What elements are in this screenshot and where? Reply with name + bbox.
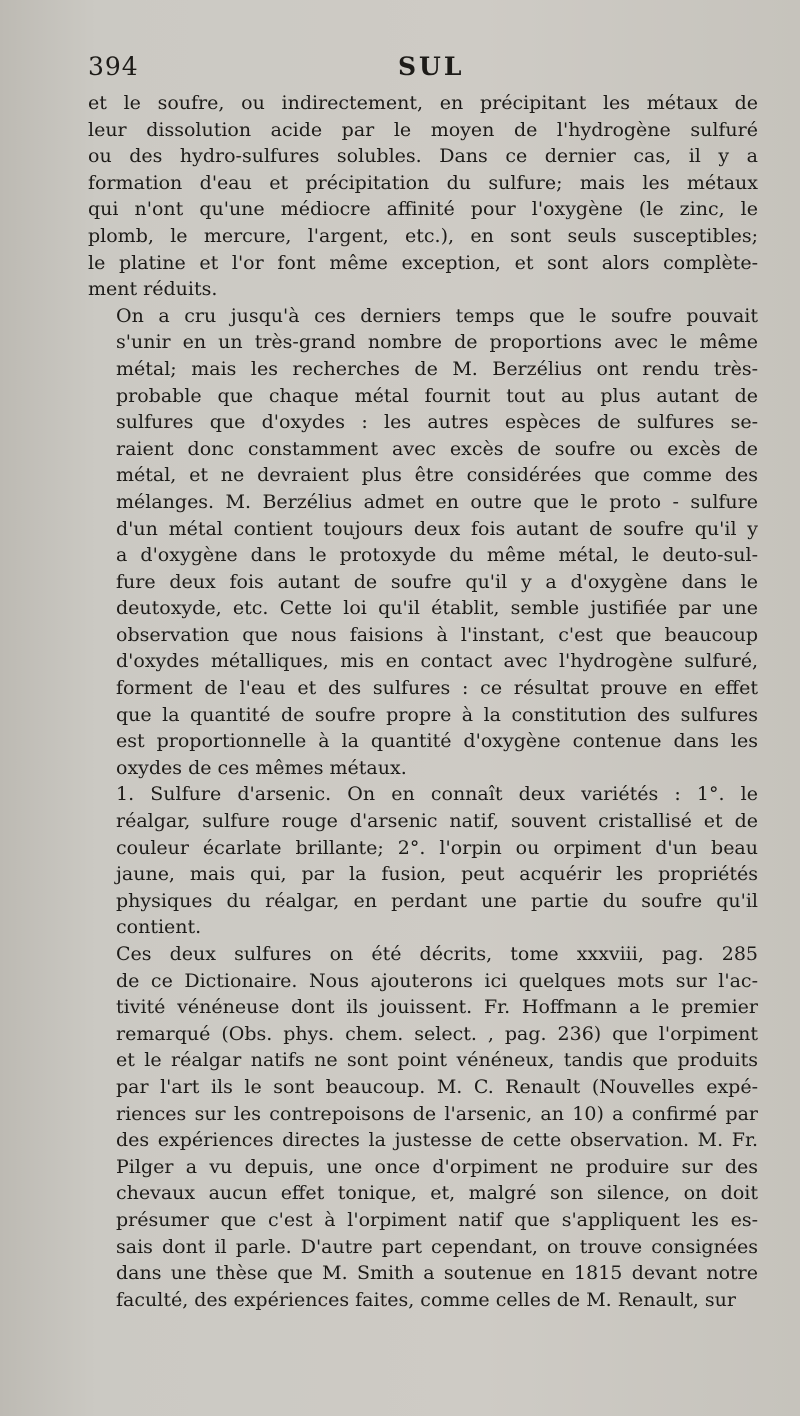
text-line: mélanges. M. Berzélius admet en outre que le proto - sulfure [116,490,758,513]
page-number: 394 [88,52,139,81]
text-line: deutoxyde, etc. Cette loi qu'il établit, semble justifiée par une [116,597,758,620]
text-line: ou des hydro-sulfures solubles. Dans ce dernier cas, il y a [88,145,758,168]
header-title: SUL [398,52,465,81]
text-line: et le réalgar natifs ne sont point vénéneux, tandis que produits [116,1049,758,1072]
text-line: riences sur les contrepoisons de l'arsenic, an 10) a confirmé par [116,1102,758,1125]
text-line: Pilger a vu depuis, une once d'orpiment ne produire sur des [116,1155,758,1178]
running-head [88,52,758,90]
text-line: formation d'eau et précipitation du sulfure; mais les métaux [88,171,758,194]
text-line: des expériences directes la justesse de cette observation. M. Fr. [116,1129,758,1152]
text-line: réalgar, sulfure rouge d'arsenic natif, souvent cristallisé et de [116,810,758,833]
text-line: dans une thèse que M. Smith a soutenue en 1815 devant notre [116,1262,758,1285]
text-line: et le soufre, ou indirectement, en précipitant les métaux de [88,92,758,114]
text-line: ment réduits. [88,278,218,301]
text-line: raient donc constamment avec excès de soufre ou excès de [116,437,758,460]
text-line: fure deux fois autant de soufre qu'il y a d'oxygène dans le [116,570,758,593]
paragraph [88,303,758,782]
text-line: métal; mais les recherches de M. Berzélius ont rendu très- [116,357,758,380]
text-line: probable que chaque métal fournit tout au plus autant de [116,384,758,407]
text-line: jaune, mais qui, par la fusion, peut acquérir les propriétés [116,863,758,886]
text-line: leur dissolution acide par le moyen de l'hydrogène sulfuré [88,118,758,141]
text-line: remarqué (Obs. phys. chem. select. , pag. 236) que l'orpiment [116,1022,758,1045]
text-line: que la quantité de soufre propre à la constitution des sulfures [116,703,758,726]
paragraph [88,90,758,303]
body-text [88,90,758,1313]
text-line: Ces deux sulfures on été décrits, tome xxxviii, pag. 285 [116,943,758,965]
text-line: qui n'ont qu'une médiocre affinité pour l'oxygène (le zinc, le [88,198,758,221]
text-line: d'oxydes métalliques, mis en contact avec l'hydrogène sulfuré, [116,650,758,673]
text-line: métal, et ne devraient plus être considérées que comme des [116,464,758,487]
text-line: forment de l'eau et des sulfures : ce résultat prouve en effet [116,677,758,700]
text-line: sais dont il parle. D'autre part cependant, on trouve consignées [116,1235,758,1258]
text-line: s'unir en un très-grand nombre de proportions avec le même [116,331,758,354]
text-line: faculté, des expériences faites, comme celles de M. Renault, sur [116,1288,736,1311]
text-line: 1. Sulfure d'arsenic. On en connaît deux variétés : 1°. le [116,783,758,806]
text-line: de ce Dictionaire. Nous ajouterons ici quelques mots sur l'ac- [116,969,758,992]
text-line: par l'art ils le sont beaucoup. M. C. Renault (Nouvelles expé- [116,1075,758,1098]
text-line: couleur écarlate brillante; 2°. l'orpin ou orpiment d'un beau [116,836,758,859]
text-line: d'un métal contient toujours deux fois autant de soufre qu'il y [116,517,758,540]
text-line: oxydes de ces mêmes métaux. [116,756,407,779]
paragraph [88,941,758,1313]
text-line: tivité vénéneuse dont ils jouissent. Fr. Hoffmann a le premier [116,996,758,1019]
text-line: le platine et l'or font même exception, et sont alors complète- [88,251,758,274]
text-line: chevaux aucun effet tonique, et, malgré son silence, on doit [116,1182,758,1205]
text-line: est proportionnelle à la quantité d'oxygène contenue dans les [116,730,758,753]
text-line: contient. [116,916,202,939]
text-line: observation que nous faisions à l'instant, c'est que beaucoup [116,623,758,646]
text-line: présumer que c'est à l'orpiment natif que s'appliquent les es- [116,1208,758,1231]
text-line: physiques du réalgar, en perdant une partie du soufre qu'il [116,889,758,912]
text-line: On a cru jusqu'à ces derniers temps que le soufre pouvait [116,304,758,327]
paragraph [88,781,758,941]
text-line: a d'oxygène dans le protoxyde du même métal, le deuto-sul- [116,544,758,567]
text-line: sulfures que d'oxydes : les autres espèces de sulfures se- [116,411,758,434]
text-line: plomb, le mercure, l'argent, etc.), en sont seuls susceptibles; [88,224,758,247]
